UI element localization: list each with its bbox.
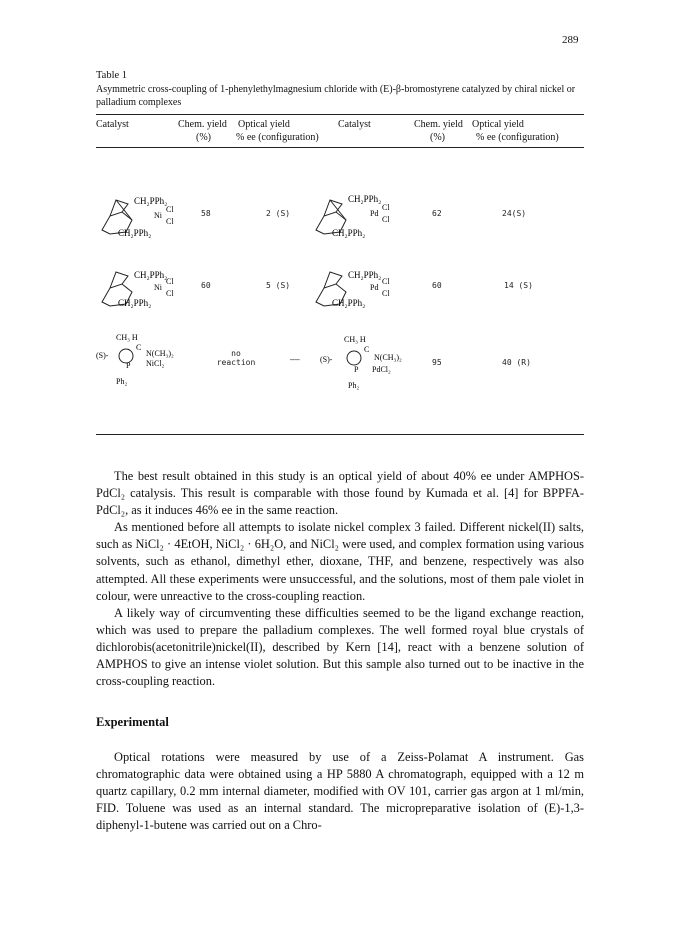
paragraph-1: The best result obtained in this study is an optical yield of about 40% ee under AMPHOS-PdCl₂ catalysis. This result is comparable with those found by Kumada et al. [4] for BPPFA-PdCl₂, as it induces 46% ee in the same reaction.	[96, 469, 584, 518]
structure-pd-amphos	[320, 334, 430, 392]
cell-r3-right-optical-yield: 40 (R)	[502, 358, 531, 367]
svg-text:(S)-: (S)-	[320, 355, 333, 364]
cell-r1-right-chem-yield: 62	[432, 209, 442, 218]
header-optical-yield-left: Optical yield	[238, 119, 290, 130]
section-title-experimental: Experimental	[96, 715, 169, 729]
cell-r3-left-chem-yield: no reaction	[216, 349, 256, 367]
svg-text:N(CH₃)₂: N(CH₃)₂	[374, 353, 402, 362]
table-label: Table 1	[96, 70, 128, 81]
header-catalyst-left: Catalyst	[96, 119, 129, 130]
svg-text:C: C	[136, 343, 142, 352]
svg-text:Pd: Pd	[370, 283, 379, 292]
svg-text:CH₃ H: CH₃ H	[116, 333, 138, 342]
svg-text:Ni: Ni	[154, 211, 162, 220]
svg-text:C: C	[364, 345, 370, 354]
svg-text:CH₂PPh₂: CH₂PPh₂	[118, 298, 152, 308]
cell-r2-right-optical-yield: 14 (S)	[504, 281, 533, 290]
structure-ni-amphos	[96, 332, 206, 388]
svg-text:(S)-: (S)-	[96, 351, 109, 360]
paragraph-3: A likely way of circumventing these difficulties seemed to be the ligand exchange reaction, which was used to prepare the palladium complexes. The well formed royal blue crystals of dichlorobis(acetonitrile)nickel(II), described by Kern [14], react with a benzene solution of AMPHOS to give an intense violet solution. But this sample also turned out to be inactive in the cross-coupling reaction.	[96, 605, 584, 689]
structure-ni-complex-a	[98, 190, 218, 240]
svg-text:P: P	[126, 361, 131, 370]
header-chem-yield-right: Chem. yield	[414, 119, 463, 130]
cell-r1-left-chem-yield: 58	[201, 209, 211, 218]
structure-pd-complex-b	[312, 262, 432, 312]
svg-text:Cl: Cl	[166, 217, 174, 226]
discussion-text	[96, 468, 584, 690]
svg-text:CH₂PPh₂: CH₂PPh₂	[332, 228, 366, 238]
cell-r2-left-optical-yield: 5 (S)	[266, 281, 291, 290]
svg-text:Cl: Cl	[382, 277, 390, 286]
paragraph-experimental: Optical rotations were measured by use of a Zeiss-Polamat A instrument. Gas chromatographic data were obtained using a HP 5880 A chromatograph, equipped with a 12 m quartz capillary, 0.2 mm internal diameter, modified with OV 101, carrier gas argon at 1 ml/min, FID. Toluene was used as an internal standard. The micropreparative isolation of (E)-1,3-diphenyl-1-butene was carried out on a Chro-	[96, 750, 584, 833]
svg-text:NiCl₂: NiCl₂	[146, 359, 165, 368]
svg-text:CH₂PPh₂: CH₂PPh₂	[332, 298, 366, 308]
header-chem-yield-unit-left: (%)	[196, 132, 211, 143]
svg-text:Ni: Ni	[154, 283, 162, 292]
svg-text:Cl: Cl	[382, 215, 390, 224]
svg-text:Ph₂: Ph₂	[348, 381, 360, 390]
header-catalyst-right: Catalyst	[338, 119, 371, 130]
header-optical-yield-unit-left: % ee (configuration)	[236, 132, 319, 143]
svg-text:CH₂PPh₂: CH₂PPh₂	[134, 270, 168, 280]
svg-text:CH₂PPh₂: CH₂PPh₂	[348, 270, 382, 280]
experimental-container	[96, 749, 584, 929]
svg-text:Cl: Cl	[382, 289, 390, 298]
cell-r1-right-optical-yield: 24(S)	[502, 209, 527, 218]
table-top-rule	[96, 114, 584, 115]
structure-ni-complex-b	[98, 262, 218, 312]
header-optical-yield-right: Optical yield	[472, 119, 524, 130]
header-optical-yield-unit-right: % ee (configuration)	[476, 132, 559, 143]
cell-r1-left-optical-yield: 2 (S)	[266, 209, 291, 218]
table-header	[96, 118, 584, 146]
table-bottom-rule	[96, 434, 584, 435]
cell-r3-right-chem-yield: 95	[432, 358, 442, 367]
svg-text:CH₃ H: CH₃ H	[344, 335, 366, 344]
svg-text:N(CH₃)₂: N(CH₃)₂	[146, 349, 174, 358]
svg-text:CH₂PPh₂: CH₂PPh₂	[348, 194, 382, 204]
svg-text:Pd: Pd	[370, 209, 379, 218]
svg-text:Ph₂: Ph₂	[116, 377, 128, 386]
svg-text:PdCl₂: PdCl₂	[372, 365, 391, 374]
svg-text:Cl: Cl	[166, 277, 174, 286]
svg-text:Cl: Cl	[166, 205, 174, 214]
table-caption: Asymmetric cross-coupling of 1-phenylethylmagnesium chloride with (E)-β-bromostyrene catalyzed by chiral nickel or palladium complexes	[96, 84, 576, 108]
svg-text:Cl: Cl	[382, 203, 390, 212]
svg-text:CH₂PPh₂: CH₂PPh₂	[118, 228, 152, 238]
cell-r3-left-optical-yield: ——	[290, 355, 300, 364]
header-chem-yield-unit-right: (%)	[430, 132, 445, 143]
structure-pd-complex-a	[312, 190, 432, 240]
cell-r2-right-chem-yield: 60	[432, 281, 442, 290]
paragraph-2: As mentioned before all attempts to isolate nickel complex 3 failed. Different nickel(II) salts, such as NiCl₂ · 4EtOH, NiCl₂ · 6H₂O, and NiCl₂ were used, and complex formation using various solvents, such as ethanol, dimethyl ether, dioxane, THF, and benzene, respectively was also attempted. All these experiments were unsuccessful, and the solutions, most of them pale violet in colour, were unreactive to the cross-coupling reaction.	[96, 520, 584, 603]
header-chem-yield-left: Chem. yield	[178, 119, 227, 130]
page-number: 289	[562, 34, 579, 46]
svg-text:Cl: Cl	[166, 289, 174, 298]
table-header-rule	[96, 147, 584, 148]
cell-r2-left-chem-yield: 60	[201, 281, 211, 290]
svg-text:P: P	[354, 365, 359, 374]
svg-text:CH₂PPh₂: CH₂PPh₂	[134, 196, 168, 206]
